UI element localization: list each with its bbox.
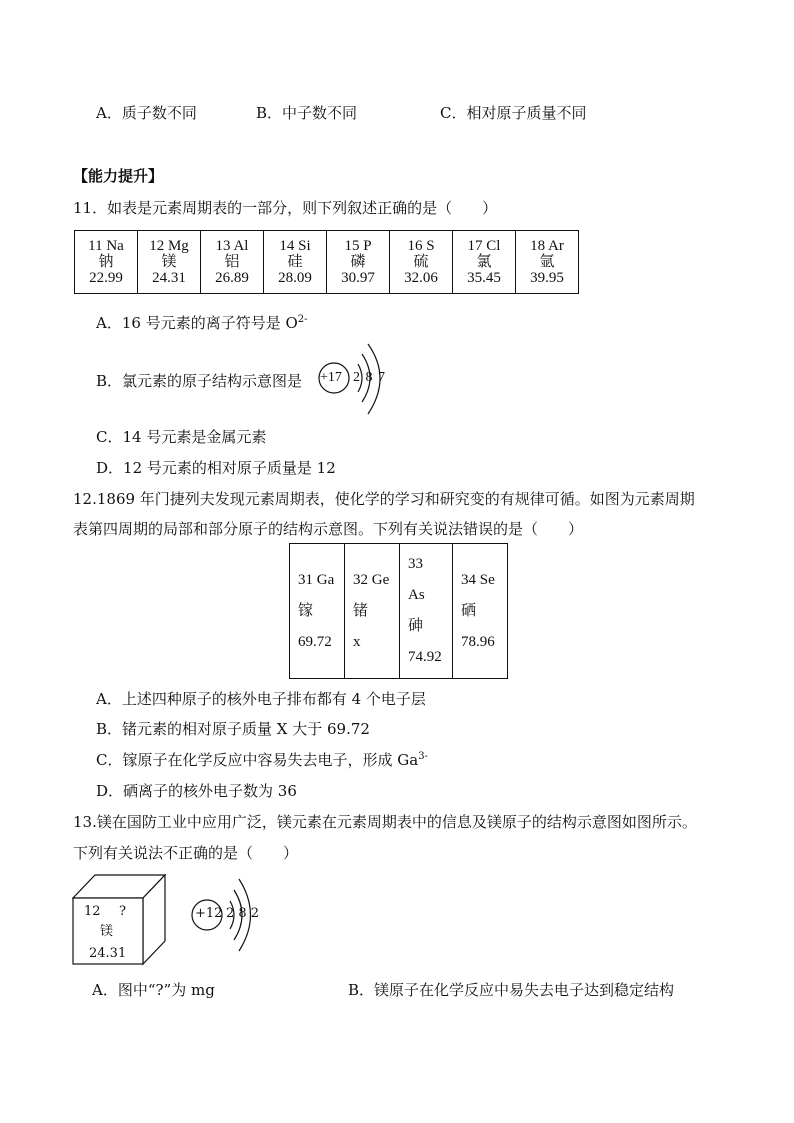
q10-option-c: C．相对原子质量不同 xyxy=(440,104,587,122)
q11-element-name: 硅 xyxy=(287,254,303,270)
q11-element-mass: 35.45 xyxy=(467,270,501,286)
q11-element-cell xyxy=(75,231,138,294)
q13-stem-line2: 下列有关说法不正确的是（ ） xyxy=(73,844,299,862)
q11-element-head: 14 Si xyxy=(279,238,311,254)
cube-atomic-number: 12 xyxy=(84,904,101,919)
q11-element-mass: 30.97 xyxy=(341,270,375,286)
q11-element-head: 18 Ar xyxy=(530,238,564,254)
q13-stem-line1: 13.镁在国防工业中应用广泛，镁元素在元素周期表中的信息及镁原子的结构示意图如图所示。 xyxy=(73,813,697,831)
q11-element-name: 铝 xyxy=(224,254,240,270)
q10-option-b: B．中子数不同 xyxy=(256,104,358,122)
q12-cell-as: 33 As 砷 74.92 xyxy=(400,544,453,679)
q11-element-name: 钠 xyxy=(98,254,114,270)
q11-element-cell xyxy=(516,231,579,294)
q11-option-c: C．14 号元素是金属元素 xyxy=(96,428,267,446)
q12-stem-line1: 12.1869 年门捷列夫发现元素周期表，使化学的学习和研究变的有规律可循。如图为元素周期 xyxy=(73,490,695,508)
q12-stem-line2: 表第四周期的局部和部分原子的结构示意图。下列有关说法错误的是（ ） xyxy=(73,520,584,538)
q11-element-cell xyxy=(138,231,201,294)
q13-option-a: A．图中“?”为 mg xyxy=(92,981,215,999)
q11-element-mass: 39.95 xyxy=(530,270,564,286)
q12-cell-ge: 32 Ge 锗 x xyxy=(345,544,400,679)
cube-element-name: 镁 xyxy=(100,924,114,939)
q12-option-a: A．上述四种原子的核外电子排布都有 4 个电子层 xyxy=(96,690,426,708)
q11-option-b: B．氯元素的原子结构示意图是 xyxy=(96,372,303,390)
q11-element-mass: 26.89 xyxy=(215,270,249,286)
q12-option-c: C．镓原子在化学反应中容易失去电子，形成 $Ga^{3-}$ xyxy=(96,751,428,769)
q11-element-cell xyxy=(327,231,390,294)
cube-atomic-mass: 24.31 xyxy=(89,946,127,961)
q11-element-mass: 22.99 xyxy=(89,270,123,286)
q11-stem: 11．如表是元素周期表的一部分，则下列叙述正确的是（ ） xyxy=(73,199,498,217)
chlorine-shells-label: 2 8 7 xyxy=(353,370,385,385)
q11-element-name: 镁 xyxy=(161,254,177,270)
q12-option-b: B．锗元素的相对原子质量 X 大于 69.72 xyxy=(96,720,370,738)
q11-element-cell xyxy=(453,231,516,294)
section-title: 【能力提升】 xyxy=(73,167,164,185)
cube-symbol: ? xyxy=(119,904,126,919)
q13-option-b: B．镁原子在化学反应中易失去电子达到稳定结构 xyxy=(348,981,675,999)
q12-periodic-table xyxy=(289,543,508,679)
q11-element-head: 12 Mg xyxy=(149,238,189,254)
q11-element-name: 氩 xyxy=(539,254,555,270)
q11-element-head: 13 Al xyxy=(215,238,249,254)
magnesium-nucleus-label: +12 xyxy=(195,906,223,921)
q11-element-mass: 32.06 xyxy=(404,270,438,286)
chlorine-nucleus-label: +17 xyxy=(320,370,342,385)
q11-option-d: D．12 号元素的相对原子质量是 12 xyxy=(96,459,336,477)
q12-option-d: D．硒离子的核外电子数为 36 xyxy=(96,782,297,800)
q12-cell-ga: 31 Ga 镓 69.72 xyxy=(290,544,345,679)
q11-element-cell xyxy=(201,231,264,294)
q11-element-cell xyxy=(264,231,327,294)
q10-option-a: A．质子数不同 xyxy=(96,104,197,122)
q11-element-head: 16 S xyxy=(407,238,435,254)
q11-element-mass: 24.31 xyxy=(152,270,186,286)
q11-element-cell xyxy=(390,231,453,294)
q11-element-name: 硫 xyxy=(413,254,429,270)
q11-element-head: 11 Na xyxy=(88,238,124,254)
q11-element-head: 17 Cl xyxy=(467,238,501,254)
q12-cell-se: 34 Se 硒 78.96 xyxy=(453,544,508,679)
q11-option-a: A．16 号元素的离子符号是 $O^{2-}$ xyxy=(96,314,308,332)
q11-element-name: 磷 xyxy=(350,254,366,270)
q11-element-name: 氯 xyxy=(476,254,492,270)
q11-element-head: 15 P xyxy=(344,238,372,254)
q11-element-mass: 28.09 xyxy=(278,270,312,286)
magnesium-shells-label: 2 8 2 xyxy=(226,906,260,921)
q11-periodic-table xyxy=(74,230,579,294)
